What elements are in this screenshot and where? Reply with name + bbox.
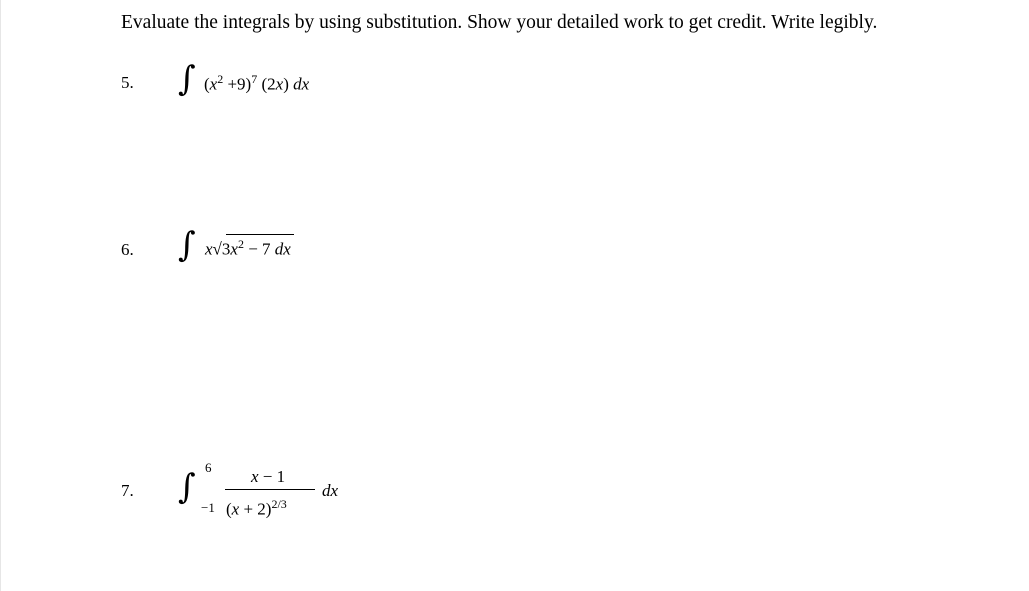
p6-radicand-x: x (230, 239, 238, 259)
p7-denominator (226, 497, 287, 520)
p7-den-rest: + 2) (239, 499, 272, 519)
p5-factor-x: x (275, 74, 284, 94)
p6-x: x (205, 239, 213, 259)
problem-6-number: 6. (121, 240, 134, 259)
p7-upper-limit: 6 (205, 460, 212, 475)
p7-fraction-bar (225, 489, 315, 490)
problem-6-integrand (205, 237, 291, 260)
p5-factor: (2 (257, 74, 276, 94)
problem-5-number: 5. (121, 73, 134, 92)
p5-x: x (209, 74, 218, 94)
problem-5-integral-sign: ∫ (178, 59, 196, 99)
p6-minus-7: − 7 (243, 239, 271, 259)
p6-exp-2: 2 (237, 237, 244, 251)
p7-num-x: x (251, 467, 259, 486)
problem-5-integrand (204, 72, 309, 95)
p6-dx: dx (274, 239, 291, 259)
p6-sqrt-vinculum (226, 234, 294, 235)
problem-6-integral-sign: ∫ (178, 225, 196, 265)
p5-open: ( (204, 74, 210, 94)
p6-radicand-3: 3 (221, 239, 231, 259)
problem-7-integral-sign: ∫ (178, 467, 196, 507)
p5-exp-2: 2 (217, 72, 224, 86)
p5-dx: dx (293, 74, 310, 94)
page-left-edge (0, 0, 1, 591)
p7-num-rest: − 1 (258, 467, 286, 486)
p5-factor-close: ) (283, 74, 289, 94)
p7-numerator (251, 467, 285, 487)
p7-den-open: ( (226, 499, 232, 519)
p5-plus-9: +9) (223, 74, 252, 94)
problem-7-number: 7. (121, 481, 134, 500)
p6-radical: √ (212, 239, 222, 259)
p5-exp-7: 7 (251, 72, 258, 86)
p7-lower-limit: −1 (201, 500, 215, 515)
p7-dx: dx (322, 481, 339, 500)
p7-den-exp: 2/3 (271, 497, 287, 511)
p7-den-x: x (231, 499, 240, 519)
instructions-text: Evaluate the integrals by using substitution. Show your detailed work to get credit. Write legibly. (121, 12, 878, 33)
